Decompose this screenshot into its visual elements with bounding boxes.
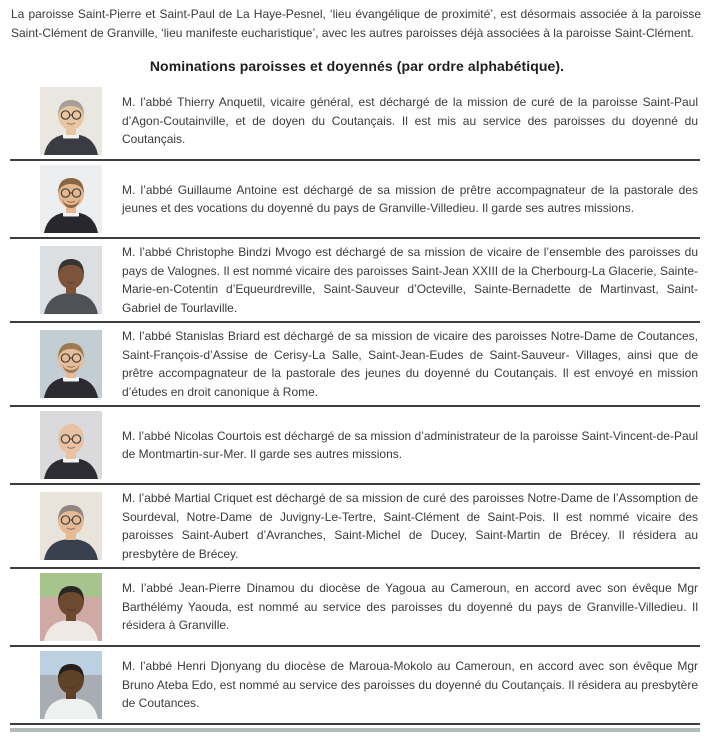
bottom-divider bbox=[10, 728, 700, 732]
nomination-row-antoine bbox=[10, 161, 700, 239]
nomination-row-courtois bbox=[10, 407, 700, 485]
nomination-text: M. l’abbé Stanislas Briard est déchargé de sa mission de vicaire des paroisses Notre-Dame de Coutances, Saint-François-d’Assise de Cerisy-La Salle, Saint-Jean-Eudes de Saint-Sauveur- Villages, ainsi que de prêtre accompagnateur de la pastorale des jeunes du doyenné du Coutançais. Il est envoyé en mission d’études en droit canonique à Rome. bbox=[122, 329, 698, 399]
nomination-text: M. l’abbé Thierry Anquetil, vicaire général, est déchargé de la mission de curé de la paroisse Saint-Paul d’Agon-Coutainville, et de doyen du Coutançais. Il est mis au service des paroisses du doyenné du Coutançais. bbox=[122, 95, 698, 147]
photo-jean-pierre-dinamou bbox=[40, 573, 102, 641]
nomination-text: M. l’abbé Guillaume Antoine est déchargé de sa mission de prêtre accompagnateur de la pastorale des jeunes et des vocations du doyenné du pays de Granville-Villedieu. Il garde ses autres missions. bbox=[122, 182, 698, 215]
nominations-list bbox=[10, 83, 700, 725]
nomination-text: M. l’abbé Martial Criquet est déchargé de sa mission de curé des paroisses Notre-Dame de l’Assomption de Sourdeval, Notre-Dame de Juvigny-Le-Tertre, Saint-Clément de Saint-Pois. Il est nommé vicaire des paroisses Saint-Aubert d’Avranches, Saint-Michel de Ducey, Saint-Martin de Brécey. Il résidera au presbytère de Brécey. bbox=[122, 491, 698, 561]
photo-henri-djonyang bbox=[40, 651, 102, 719]
photo-nicolas-courtois bbox=[40, 411, 102, 479]
nomination-row-anquetil bbox=[10, 83, 700, 161]
nomination-row-djonyang bbox=[10, 647, 700, 725]
photo-christophe-bindzi-mvogo bbox=[40, 246, 102, 314]
photo-thierry-anquetil bbox=[40, 87, 102, 155]
nomination-text: M. l’abbé Jean-Pierre Dinamou du diocèse de Yagoua au Cameroun, en accord avec son évêque Mgr Barthélémy Yaouda, est nommé au service des paroisses du doyenné du pays de Granville-Villedieu. Il résidera à Granville. bbox=[122, 581, 698, 633]
nomination-text: M. l’abbé Christophe Bindzi Mvogo est déchargé de sa mission de vicaire de l’ensemble des paroisses du pays de Valognes. Il est nommé vicaire des paroisses Saint-Jean XXIII de la Cherbourg-La Glacerie, Sainte-Marie-en-Cotentin d’Equeurdreville, Saint-Sauveur d’Octeville, Sainte-Bernadette de Martinvast, Saint-Gabriel de Tourlaville. bbox=[122, 245, 698, 315]
nomination-row-criquet bbox=[10, 485, 700, 569]
nomination-row-bindzi-mvogo bbox=[10, 239, 700, 323]
photo-guillaume-antoine bbox=[40, 165, 102, 233]
nomination-row-dinamou bbox=[10, 569, 700, 647]
photo-martial-criquet bbox=[40, 492, 102, 560]
nomination-row-briard bbox=[10, 323, 700, 407]
nomination-text: M. l’abbé Henri Djonyang du diocèse de Maroua-Mokolo au Cameroun, en accord avec son évêque Mgr Bruno Ateba Edo, est nommé au service des paroisses du doyenné du Coutançais. Il résidera au presbytère de Coutances. bbox=[122, 659, 698, 711]
nomination-text: M. l’abbé Nicolas Courtois est déchargé de sa mission d’administrateur de la paroisse Saint-Vincent-de-Paul de Montmartin-sur-Mer. Il garde ses autres missions. bbox=[122, 428, 698, 461]
section-title: Nominations paroisses et doyennés (par ordre alphabétique). bbox=[149, 58, 565, 74]
photo-stanislas-briard bbox=[40, 330, 102, 398]
intro-paragraph: La paroisse Saint-Pierre et Saint-Paul de La Haye-Pesnel, ‘lieu évangélique de proximité’, est désormais associée à la paroisse Saint-Clément de Granville, ‘lieu manifeste eucharistique’, avec les autres paroisses déjà associées à la paroisse Saint-Clément. bbox=[11, 7, 701, 40]
